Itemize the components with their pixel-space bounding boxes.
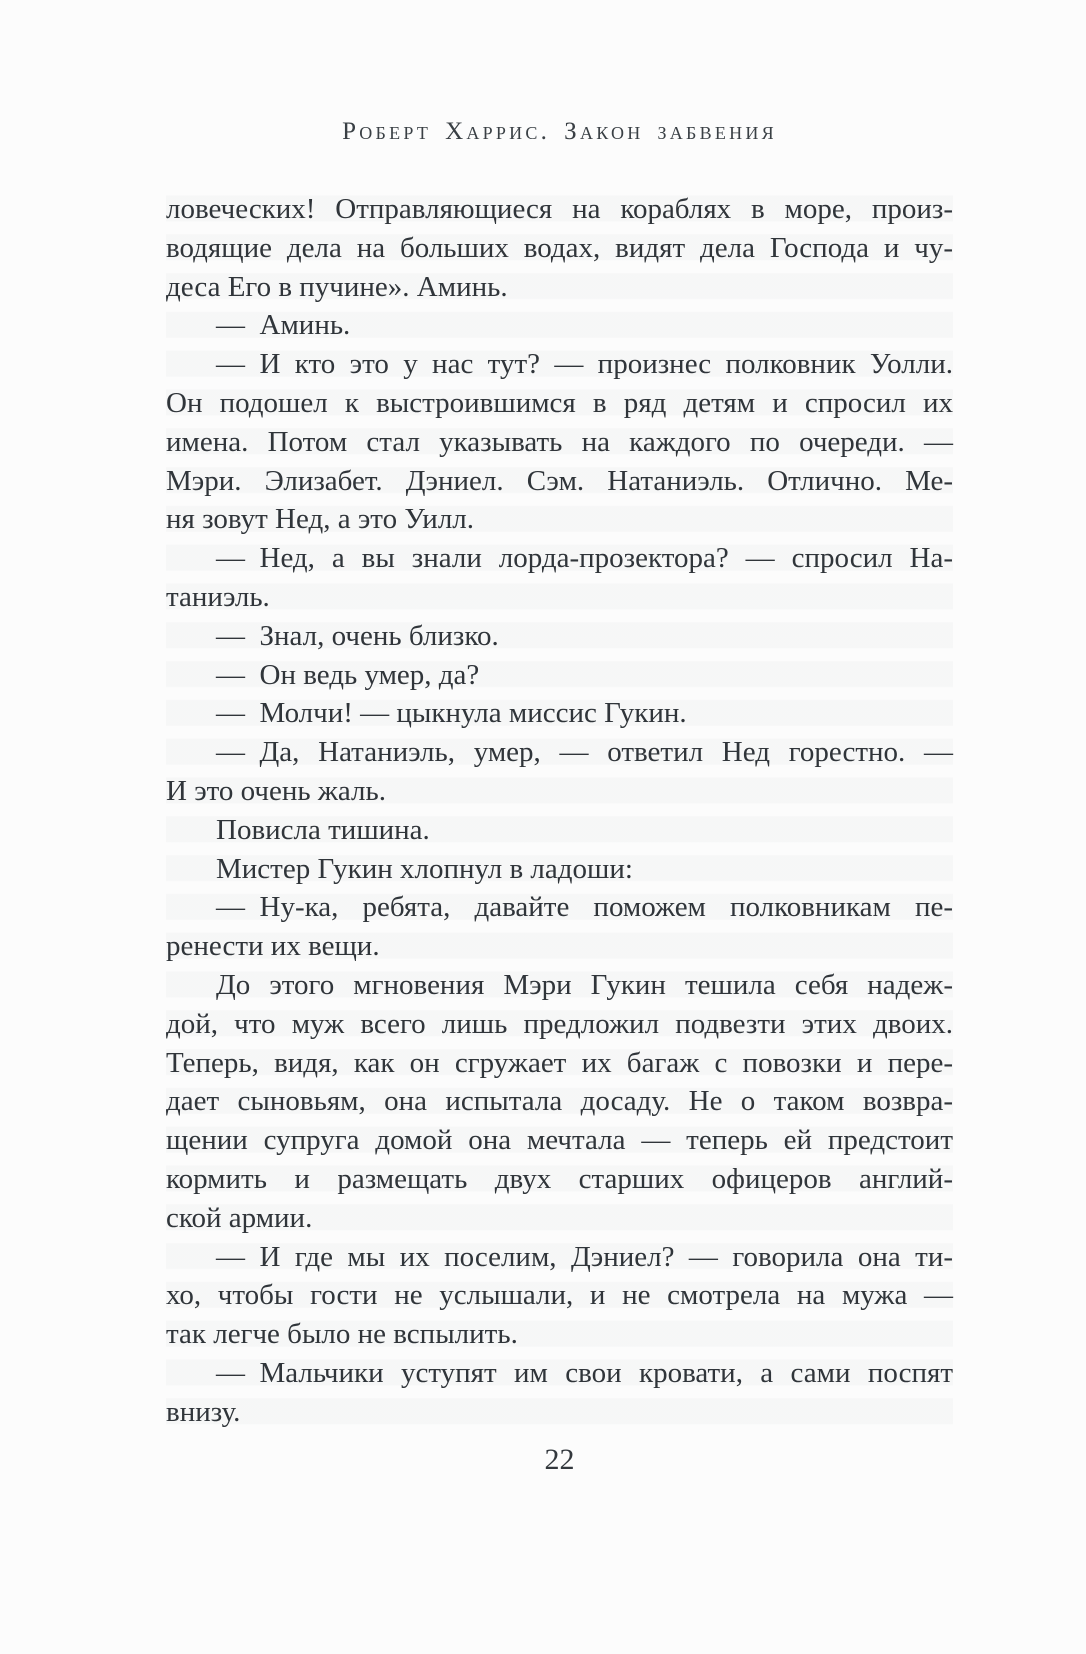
paragraph bbox=[166, 345, 953, 539]
paragraph bbox=[166, 811, 953, 850]
text-line: — Да, Натаниэль, умер, — ответил Нед горестно. — bbox=[216, 736, 953, 769]
text-line: кормить и размещать двух старших офицеров англий- bbox=[166, 1162, 953, 1195]
text-line: До этого мгновения Мэри Гукин тешила себя надеж- bbox=[216, 968, 953, 1001]
text-body bbox=[166, 190, 953, 1432]
text-line: дой, что муж всего лишь предложил подвезти этих двоих. bbox=[166, 1007, 953, 1040]
text-line: деса Его в пучине». Аминь. bbox=[166, 270, 508, 303]
text-line: ренести их вещи. bbox=[166, 930, 380, 963]
paragraph bbox=[166, 617, 953, 656]
text-line: И это очень жаль. bbox=[166, 774, 386, 807]
text-line: щении супруга домой она мечтала — теперь ей предстоит bbox=[166, 1124, 953, 1157]
text-line: хо, чтобы гости не услышали, и не смотрела на мужа — bbox=[166, 1279, 953, 1312]
text-line: водящие дела на больших водах, видят дела Господа и чу- bbox=[166, 231, 953, 264]
text-line: — Мальчики уступят им свои кровати, а сами поспят bbox=[216, 1356, 953, 1389]
paragraph bbox=[166, 306, 953, 345]
text-line: дает сыновьям, она испытала досаду. Не о таком возвра- bbox=[166, 1085, 953, 1118]
page-number: 22 bbox=[544, 1443, 575, 1476]
paragraph bbox=[166, 539, 953, 617]
paragraph bbox=[166, 1354, 953, 1432]
running-head: Роберт Харрис. Закон забвения bbox=[342, 118, 777, 145]
text-line: Мистер Гукин хлопнул в ладоши: bbox=[216, 852, 633, 885]
text-line: Теперь, видя, как он сгружает их багаж с повозки и пере- bbox=[166, 1046, 953, 1079]
text-line: — Молчи! — цыкнула миссис Гукин. bbox=[216, 697, 687, 730]
paragraph bbox=[166, 966, 953, 1238]
text-line: — Знал, очень близко. bbox=[216, 619, 499, 652]
text-line: Повисла тишина. bbox=[216, 813, 430, 846]
paragraph bbox=[166, 888, 953, 966]
paragraph bbox=[166, 733, 953, 811]
text-line: так легче было не вспылить. bbox=[166, 1318, 518, 1351]
text-line: — Он ведь умер, да? bbox=[216, 658, 480, 691]
text-line: — Ну-ка, ребята, давайте поможем полковникам пе- bbox=[216, 891, 953, 924]
paragraph bbox=[166, 850, 953, 889]
text-line: ской армии. bbox=[166, 1201, 313, 1234]
text-line: — Нед, а вы знали лорда-прозектора? — спросил На- bbox=[216, 542, 953, 575]
paragraph bbox=[166, 694, 953, 733]
text-line: — И кто это у нас тут? — произнес полковник Уолли. bbox=[216, 348, 953, 381]
paragraph bbox=[166, 1238, 953, 1354]
text-line: — И где мы их поселим, Дэниел? — говорила она ти- bbox=[216, 1240, 953, 1273]
paragraph bbox=[166, 656, 953, 695]
text-line: ня зовут Нед, а это Уилл. bbox=[166, 503, 475, 536]
text-line: имена. Потом стал указывать на каждого по очереди. — bbox=[166, 425, 953, 458]
text-line: таниэль. bbox=[166, 580, 270, 613]
text-line: ловеческих! Отправляющиеся на кораблях в море, произ- bbox=[166, 193, 953, 225]
text-line: Он подошел к выстроившимся в ряд детям и спросил их bbox=[166, 386, 953, 419]
text-line: — Аминь. bbox=[216, 309, 351, 342]
paragraph bbox=[166, 190, 953, 306]
text-line: Мэри. Элизабет. Дэниел. Сэм. Натаниэль. Отлично. Ме- bbox=[166, 464, 953, 497]
text-line: внизу. bbox=[166, 1395, 241, 1428]
